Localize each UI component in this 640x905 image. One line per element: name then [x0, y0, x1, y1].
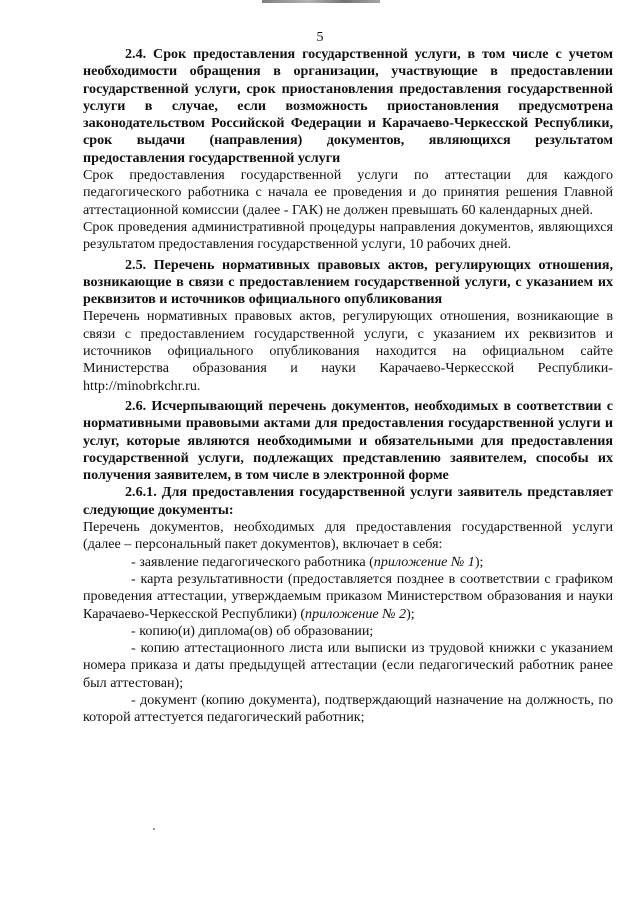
list-item-text: - карта результативности (предоставляется позднее в соответствии с графиком проведения аттестации, утверждаемым приказом Министерством образования и науки Карачаево-Черкесской Республики) (	[83, 570, 613, 622]
document-body	[83, 46, 613, 727]
section-2-5-heading: 2.5. Перечень нормативных правовых актов, регулирующих отношения, возникающие в связи с предоставлением государственной услуги, с указанием их реквизитов и источников официального опубликования	[83, 256, 613, 308]
list-item	[83, 571, 613, 623]
list-item-end: );	[406, 605, 415, 622]
section-2-6-1-heading: 2.6.1. Для предоставления государственной услуги заявитель представляет следующие документы:	[83, 484, 613, 518]
list-item-end: );	[474, 553, 484, 570]
list-item	[83, 554, 613, 571]
scan-artifact	[262, 0, 380, 3]
appendix-reference: приложение № 2	[305, 605, 407, 622]
scan-speck	[153, 828, 155, 830]
section-2-4-paragraph-1: Срок предоставления государственной услуги по аттестации для каждого педагогического работника с начала ее проведения и до принятия решения Главной аттестационной комиссии (далее - ГАК) не должен превышать 60 календарных дней.	[83, 167, 613, 218]
section-2-5-paragraph-1: Перечень нормативных правовых актов, регулирующих отношения, возникающие в связи с предоставлением государственной услуги, с указанием их реквизитов и источников официального опубликования находится на официальном сайте Министерства образования и науки Карачаево-Черкесской Республики- http://minobrkchr.ru.	[83, 308, 613, 394]
section-2-6-1-paragraph-1: Перечень документов, необходимых для предоставления государственной услуги (далее – персональный пакет документов), включает в себя:	[83, 519, 613, 553]
list-item: - документ (копию документа), подтверждающий назначение на должность, по которой аттестуется педагогический работник;	[83, 691, 613, 726]
appendix-reference: приложение № 1	[373, 553, 475, 570]
list-item: - копию(и) диплома(ов) об образовании;	[131, 622, 374, 639]
list-item: - копию аттестационного листа или выписки из трудовой книжки с указанием номера приказа и даты предыдущей аттестации (если педагогический работник ранее был аттестован);	[83, 640, 613, 691]
section-2-6-heading: 2.6. Исчерпывающий перечень документов, необходимых в соответствии с нормативными правовыми актами для предоставления государственной услуги и услуг, которые являются необходимыми и обязательными для предоставления государственной услуги, подлежащих представлению заявителем, способы их получения заявителем, в том числе в электронной форме	[83, 397, 613, 484]
section-2-4-heading: 2.4. Срок предоставления государственной услуги, в том числе с учетом необходимости обращения в организации, участвующие в предоставлении государственной услуги, срок приостановления предоставления государственной услуги в случае, если возможность приостановления предусмотрена законодательством Российской Федерации и Карачаево-Черкесской Республики, срок выдачи (направления) документов, являющихся результатом предоставления государственной услуги	[83, 46, 613, 166]
page-number: 5	[316, 30, 324, 45]
section-2-4-paragraph-2: Срок проведения административной процедуры направления документов, являющихся результатом предоставления государственной услуги, 10 рабочих дней.	[83, 218, 613, 253]
list-item-text: - заявление педагогического работника (	[131, 553, 374, 570]
